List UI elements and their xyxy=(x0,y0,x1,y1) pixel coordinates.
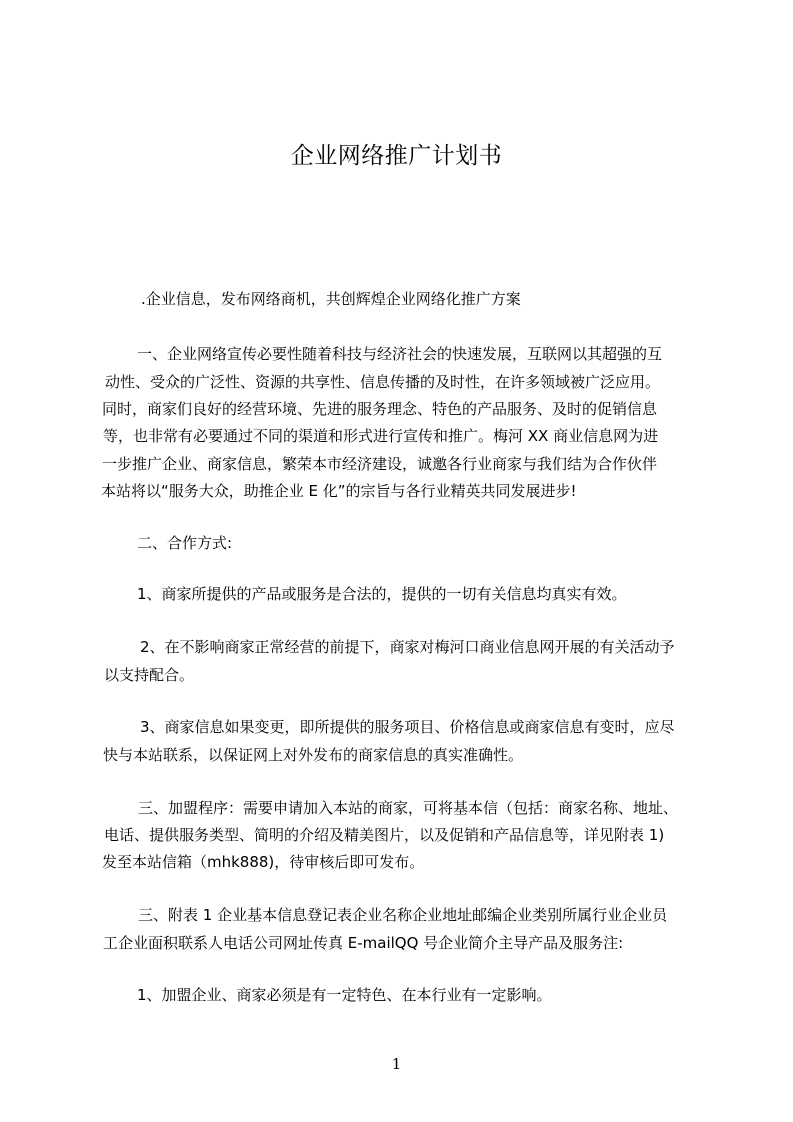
section-2-heading: 二、合作方式: xyxy=(137,534,233,552)
paragraph-line: 以支持配合。 xyxy=(104,666,195,684)
paragraph-line: 一步推广企业、商家信息，繁荣本市经济建设，诚邀各行业商家与我们结为合作伙伴 xyxy=(102,455,658,473)
paragraph-line: 等，也非常有必要通过不同的渠道和形式进行宣传和推广。梅河 XX 商业信息网为进 xyxy=(103,427,659,445)
paragraph-line: 2、在不影响商家正常经营的前提下，商家对梅河口商业信息网开展的有关活动予 xyxy=(140,638,675,656)
cooperation-item-1: 1、商家所提供的产品或服务是合法的，提供的一切有关信息均真实有效。 xyxy=(137,585,627,603)
paragraph-line: 电话、提供服务类型、简明的介绍及精美图片，以及促销和产品信息等，详见附表 1) xyxy=(104,826,665,844)
paragraph-line: 同时，商家们良好的经营环境、先进的服务理念、特色的产品服务、及时的促销信息 xyxy=(102,400,658,418)
paragraph-line: 工企业面积联系人电话公司网址传真 E-mailQQ 号企业简介主导产品及服务注: xyxy=(103,934,624,952)
document-title: 企业网络推广计划书 xyxy=(290,143,503,169)
paragraph-line: 一、企业网络宣传必要性随着科技与经济社会的快速发展，互联网以其超强的互 xyxy=(137,345,663,363)
paragraph-line: 发至本站信箱（mhk888)，待审核后即可发布。 xyxy=(102,853,425,871)
paragraph-line: 三、附表 1 企业基本信息登记表企业名称企业地址邮编企业类别所属行业企业员 xyxy=(138,906,668,924)
page-number: 1 xyxy=(391,1055,402,1073)
paragraph-line: 三、加盟程序：需要申请加入本站的商家，可将基本信（包括：商家名称、地址、 xyxy=(138,799,679,817)
paragraph-line: 动性、受众的广泛性、资源的共享性、信息传播的及时性，在许多领域被广泛应用。 xyxy=(105,373,661,391)
paragraph-line: 3、商家信息如果变更，即所提供的服务项目、价格信息或商家信息有变时，应尽 xyxy=(140,718,675,736)
subtitle: .企业信息，发布网络商机，共创辉煌企业网络化推广方案 xyxy=(141,290,521,308)
note-item-1: 1、加盟企业、商家必须是有一定特色、在本行业有一定影响。 xyxy=(137,986,552,1004)
paragraph-line: 快与本站联系，以保证网上对外发布的商家信息的真实准确性。 xyxy=(103,746,524,764)
paragraph-line: 本站将以“服务大众，助推企业 E 化”的宗旨与各行业精英共同发展进步! xyxy=(101,482,577,500)
